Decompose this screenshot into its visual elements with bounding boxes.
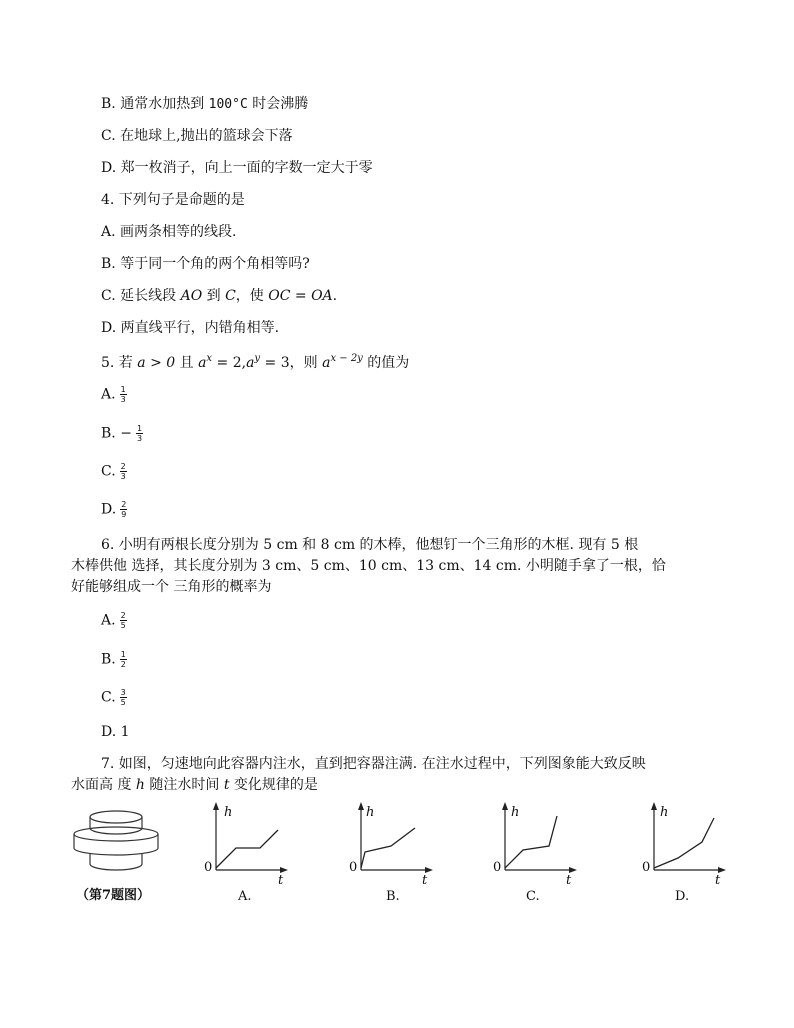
graph-a-axis-h: h xyxy=(224,805,233,820)
q5-text-3: ，则 xyxy=(289,355,323,371)
q6-option-d: D. 1 xyxy=(101,724,130,740)
q5-expr1-base: a xyxy=(198,355,207,371)
q6-option-a xyxy=(101,611,127,630)
q6-option-b xyxy=(101,650,127,669)
q4-option-d: D. 两直线平行，内错角相等. xyxy=(101,320,280,336)
q5-expr2-value: = 3 xyxy=(260,355,290,371)
fraction-numerator: 2 xyxy=(120,462,126,471)
fraction-numerator: 2 xyxy=(120,611,126,620)
q3-option-b-temperature: 100°C xyxy=(208,97,248,112)
fraction-numerator: 3 xyxy=(120,688,126,697)
q5-option-a xyxy=(101,385,127,404)
q7-text-1: 水面高 度 xyxy=(71,777,136,793)
fraction-denominator: 3 xyxy=(136,434,143,443)
q4-c-equation: OC = OA xyxy=(268,288,333,304)
graph-a-label: A. xyxy=(238,889,252,904)
q4-c-segment: AO xyxy=(180,288,203,304)
q4-c-text-1: C. 延长线段 xyxy=(101,288,181,304)
q3-option-c: C. 在地球上,抛出的篮球会下落 xyxy=(101,128,293,144)
graph-d-label: D. xyxy=(675,889,690,904)
graph-d-axis-t: t xyxy=(715,873,721,888)
q5-stem xyxy=(101,350,409,372)
q6-option-c xyxy=(101,688,127,707)
fraction-numerator: 1 xyxy=(120,385,126,394)
fraction xyxy=(120,462,127,481)
q4-c-text-4: . xyxy=(332,288,338,304)
q5-option-sign: − xyxy=(115,425,132,442)
fraction xyxy=(136,424,143,443)
fraction-numerator: 2 xyxy=(121,500,127,509)
fraction-numerator: 1 xyxy=(136,424,143,433)
container-drawing xyxy=(70,808,170,874)
q4-option-a: A. 画两条相等的线段. xyxy=(101,224,237,240)
q5-text-1: 5. 若 xyxy=(101,355,138,371)
q7-text-3: 变化规律的是 xyxy=(229,777,318,793)
graph-c-axis-t: t xyxy=(566,873,572,888)
graph-b-axis-h: h xyxy=(366,805,375,820)
q3-option-b xyxy=(101,95,308,114)
q7-text-2: 随注水时间 xyxy=(144,777,224,793)
q5-option-label: B. xyxy=(101,425,116,442)
q3-option-d: D. 郑一枚消子，向上一面的字数一定大于零 xyxy=(101,160,373,176)
graph-a-axis-t: t xyxy=(278,873,284,888)
q4-stem: 4. 下列句子是命题的是 xyxy=(101,192,245,208)
fraction-denominator: 3 xyxy=(120,395,126,404)
q5-expr1-value: = 2, xyxy=(212,355,247,371)
graph-b-origin: 0 xyxy=(349,860,358,875)
q5-option-c xyxy=(101,462,127,481)
fraction xyxy=(120,385,127,404)
q5-expr2-base: a xyxy=(246,355,255,371)
q3-option-b-text: B. 通常水加热到 xyxy=(101,96,209,112)
graph-d-origin: 0 xyxy=(642,860,651,875)
graph-c-axis-h: h xyxy=(511,805,520,820)
q4-option-c xyxy=(101,287,337,305)
q5-expr1-exponent: x xyxy=(206,353,213,364)
fraction-denominator: 3 xyxy=(120,472,126,481)
fraction xyxy=(120,611,127,630)
fraction-denominator: 5 xyxy=(120,698,126,707)
q5-expr2-exponent: y xyxy=(254,353,261,364)
q5-expr3-exponent: x − 2y xyxy=(330,353,363,364)
q5-option-b xyxy=(101,424,143,443)
fraction xyxy=(120,688,127,707)
q7-var-h: h xyxy=(135,777,145,793)
q7-line-1: 7. 如图，匀速地向此容器内注水，直到把容器注满. 在注水过程中，下列图象能大致反映 xyxy=(101,756,646,772)
graph-c-label: C. xyxy=(526,889,540,904)
graph-d-axis-h: h xyxy=(660,805,669,820)
q5-condition: a > 0 xyxy=(137,355,176,371)
q5-text-2: 且 xyxy=(175,355,199,371)
q5-option-label: A. xyxy=(101,386,116,403)
q6-option-label: A. xyxy=(101,612,116,629)
q6-line-1: 6. 小明有两根长度分别为 5 cm 和 8 cm 的木棒，他想钉一个三角形的木框. 现有 5 根 xyxy=(101,537,639,553)
q5-text-4: 的值为 xyxy=(362,355,410,371)
fraction-denominator: 2 xyxy=(120,660,126,669)
q5-expr3-base: a xyxy=(322,355,331,371)
graph-a-origin: 0 xyxy=(204,860,213,875)
q4-c-point: C xyxy=(225,288,236,304)
q6-line-3: 好能够组成一个 三角形的概率为 xyxy=(71,579,272,595)
q7-line-2 xyxy=(71,776,318,794)
fraction xyxy=(120,650,127,669)
q4-c-text-2: 到 xyxy=(202,288,226,304)
q3-option-b-text-end: 时会沸腾 xyxy=(247,96,309,112)
q5-option-label: C. xyxy=(101,463,116,480)
fraction-denominator: 9 xyxy=(121,510,127,519)
q6-option-label: C. xyxy=(101,689,116,706)
q7-var-t: t xyxy=(223,777,230,793)
fraction xyxy=(120,500,127,519)
graph-c-origin: 0 xyxy=(493,860,502,875)
q4-option-b: B. 等于同一个角的两个角相等吗? xyxy=(101,256,310,272)
q4-c-text-3: ，使 xyxy=(235,288,269,304)
fraction-numerator: 1 xyxy=(120,650,126,659)
fraction-denominator: 5 xyxy=(120,621,126,630)
q6-line-2: 木棒供他 选择，其长度分别为 3 cm、5 cm、10 cm、13 cm、14 cm. 小明随手拿了一根，恰 xyxy=(71,558,666,574)
figure-caption: （第7题图） xyxy=(76,888,151,903)
container-figure xyxy=(70,808,170,874)
graph-b-label: B. xyxy=(386,889,400,904)
q5-option-label: D. xyxy=(101,501,117,518)
graph-b-axis-t: t xyxy=(422,873,428,888)
q5-option-d xyxy=(101,500,127,519)
q6-option-label: B. xyxy=(101,651,116,668)
